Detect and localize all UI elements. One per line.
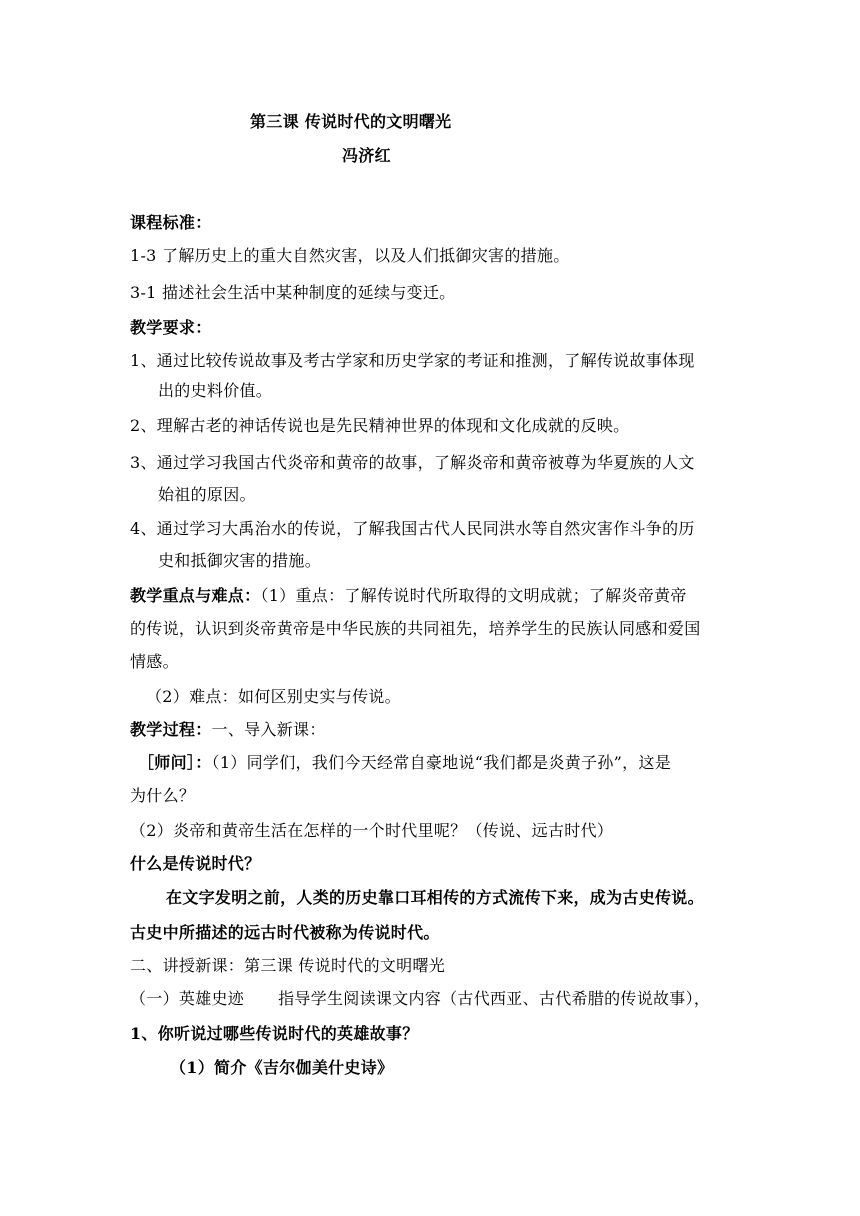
- curriculum-standard-item: 3-1 描述社会生活中某种制度的延续与变迁。: [130, 283, 456, 302]
- key-points-focus: （1）重点：了解传说时代所取得的文明成就；了解炎帝黄帝: [260, 586, 687, 605]
- teacher-question-2: （2）炎帝和黄帝生活在怎样的一个时代里呢？（传说、远古时代）: [130, 821, 614, 840]
- teacher-question-1: （1）同学们，我们今天经常自豪地说“我们都是炎黄子孙”，这是: [211, 753, 672, 772]
- curriculum-standard-item: 1-3 了解历史上的重大自然灾害，以及人们抵御灾害的措施。: [130, 246, 570, 265]
- key-points-line-1: [130, 585, 687, 607]
- process-heading-line: [130, 719, 326, 741]
- requirement-item-3-cont: 始祖的原因。: [158, 485, 256, 504]
- legend-era-definition-1: 在文字发明之前，人类的历史靠口耳相传的方式流传下来，成为古史传说。: [166, 888, 704, 907]
- requirement-item-1-cont: 出的史料价值。: [158, 381, 273, 400]
- teacher-question-line-1: [138, 752, 671, 774]
- requirement-item-4-cont: 史和抵御灾害的措施。: [158, 551, 322, 570]
- teacher-question-line-2: 为什么？: [130, 786, 196, 805]
- requirement-item-1: 1、通过比较传说故事及考古学家和历史学家的考证和推测，了解传说故事体现: [130, 351, 695, 370]
- gilgamesh-intro: （1）简介《吉尔伽美什史诗》: [170, 1058, 394, 1077]
- new-lesson-heading: 二、讲授新课：第三课 传说时代的文明曙光: [130, 956, 446, 975]
- key-points-line-3: 情感。: [130, 652, 179, 671]
- process-heading: 教学过程：: [130, 720, 212, 739]
- curriculum-standard-heading: 课程标准：: [130, 213, 212, 232]
- section-1-guide: 指导学生阅读课文内容（古代西亚、古代希腊的传说故事），: [278, 989, 711, 1008]
- legend-era-question: 什么是传说时代？: [130, 854, 261, 873]
- lesson-title: 第三课 传说时代的文明曙光: [250, 112, 452, 131]
- key-points-difficulty: （2）难点：如何区别史实与传说。: [146, 687, 401, 706]
- section-1-line: [130, 988, 710, 1010]
- requirement-item-3: 3、通过学习我国古代炎帝和黄帝的故事，了解炎帝和黄帝被尊为华夏族的人文: [130, 453, 695, 472]
- key-points-line-2: 的传说，认识到炎帝黄帝是中华民族的共同祖先，培养学生的民族认同感和爱国: [130, 619, 701, 638]
- requirement-item-4: 4、通过学习大禹治水的传说，了解我国古代人民同洪水等自然灾害作斗争的历: [130, 519, 695, 538]
- requirement-item-2: 2、理解古老的神话传说也是先民精神世界的体现和文化成就的反映。: [130, 416, 630, 435]
- teacher-tag: ［师问］：: [138, 753, 212, 772]
- key-points-heading: 教学重点与难点：: [130, 586, 261, 605]
- legend-era-definition-2: 古史中所描述的远古时代被称为传说时代。: [130, 923, 440, 942]
- teaching-requirements-heading: 教学要求：: [130, 318, 212, 337]
- author-name: 冯济红: [342, 146, 391, 165]
- section-1-label: （一）英雄史迹: [130, 989, 245, 1008]
- process-intro: 一、导入新课：: [211, 720, 326, 739]
- hero-stories-question: 1、你听说过哪些传说时代的英雄故事？: [130, 1024, 419, 1043]
